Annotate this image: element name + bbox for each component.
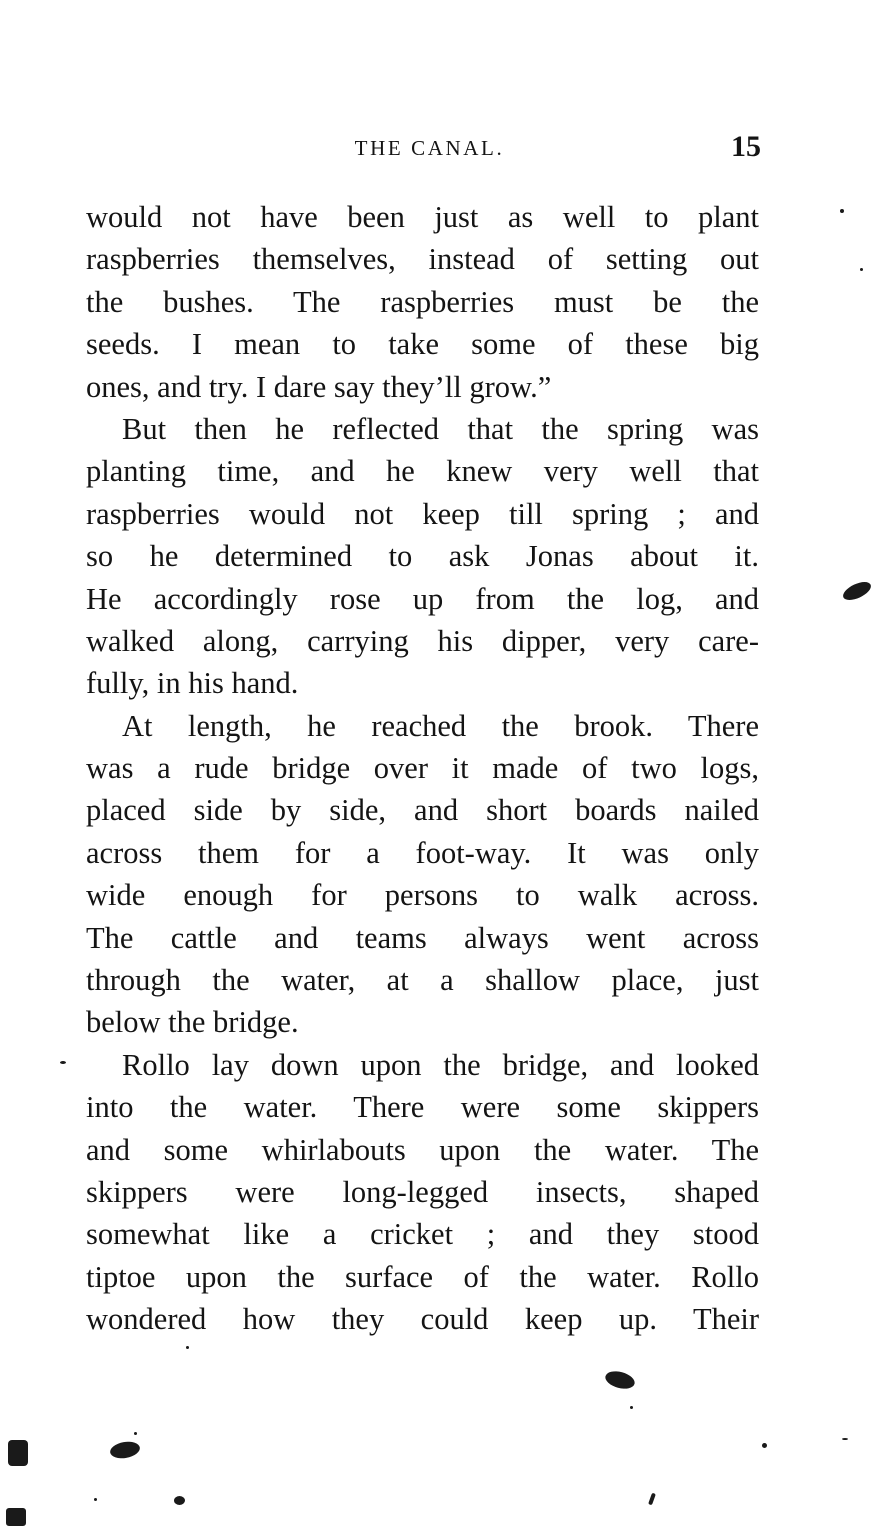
- text-line: raspberries themselves, instead of setting out: [86, 242, 759, 277]
- text-line: At length, he reached the brook. There: [122, 708, 759, 743]
- text-line: through the water, at a shallow place, just: [86, 963, 759, 998]
- text-line: and some whirlabouts upon the water. The: [86, 1132, 759, 1167]
- ink-blot: [840, 578, 873, 603]
- text-line: ones, and try. I dare say they’ll grow.”: [86, 369, 552, 404]
- text-line: fully, in his hand.: [86, 666, 299, 701]
- text-line: tiptoe upon the surface of the water. Rollo: [86, 1259, 759, 1294]
- ink-speck: [186, 1346, 189, 1349]
- running-head: [86, 130, 761, 166]
- text-line: would not have been just as well to plant: [86, 200, 759, 234]
- ink-speck: [842, 1438, 848, 1440]
- text-line: wide enough for persons to walk across.: [86, 878, 759, 913]
- ink-speck: [840, 209, 844, 213]
- text-line: into the water. There were some skippers: [86, 1090, 759, 1125]
- running-title: THE CANAL.: [354, 136, 505, 160]
- page-number: 15: [731, 130, 761, 163]
- text-line: was a rude bridge over it made of two logs,: [86, 751, 759, 786]
- text-line: somewhat like a cricket ; and they stood: [86, 1217, 759, 1252]
- text-line: skippers were long-legged insects, shaped: [86, 1174, 759, 1209]
- text-line: the bushes. The raspberries must be the: [86, 284, 759, 319]
- text-line: seeds. I mean to take some of these big: [86, 327, 759, 362]
- text-line: placed side by side, and short boards nailed: [86, 793, 759, 828]
- text-line: The cattle and teams always went across: [86, 920, 759, 955]
- ink-speck: [860, 268, 863, 271]
- ink-speck: [762, 1443, 767, 1448]
- ink-speck: [648, 1493, 656, 1506]
- ink-speck: [60, 1061, 66, 1064]
- ink-blot: [603, 1368, 636, 1391]
- ink-speck: [630, 1406, 633, 1409]
- text-line: below the bridge.: [86, 1005, 299, 1040]
- ink-speck: [94, 1498, 97, 1501]
- text-line: Rollo lay down upon the bridge, and looked: [122, 1047, 759, 1082]
- text-line: across them for a foot-way. It was only: [86, 835, 759, 870]
- ink-blot: [6, 1508, 26, 1526]
- text-line: But then he reflected that the spring was: [122, 411, 759, 446]
- text-line: He accordingly rose up from the log, and: [86, 581, 759, 616]
- ink-speck: [174, 1496, 185, 1505]
- ink-speck: [134, 1432, 137, 1435]
- body-text: [86, 196, 759, 1341]
- text-line: walked along, carrying his dipper, very care-: [86, 623, 759, 658]
- text-line: planting time, and he knew very well that: [86, 454, 759, 489]
- ink-blot: [109, 1440, 141, 1461]
- text-line: so he determined to ask Jonas about it.: [86, 539, 759, 574]
- ink-blot: [8, 1440, 28, 1466]
- text-line: raspberries would not keep till spring ; and: [86, 496, 759, 531]
- text-line: wondered how they could keep up. Their: [86, 1302, 759, 1337]
